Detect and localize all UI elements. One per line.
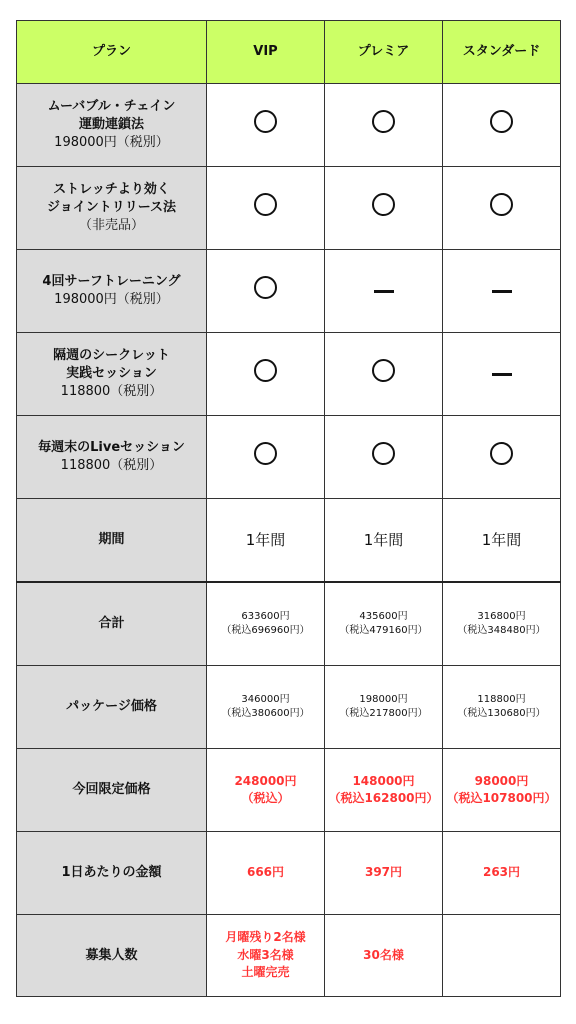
premier-limited — [325, 749, 443, 832]
tax-line: （税込380600円） — [221, 708, 310, 719]
premier-per-day: 397円 — [325, 832, 443, 915]
header-premier: プレミア — [325, 21, 443, 84]
standard-package — [443, 666, 561, 749]
vip-cell — [207, 167, 325, 250]
tax-line: （税込479160円） — [339, 625, 428, 636]
feature-price: 198000円（税別） — [54, 134, 169, 150]
limited-label: 今回限定価格 — [17, 749, 207, 832]
recruit-line: 水曜3名様 — [237, 947, 294, 962]
vip-cell — [207, 333, 325, 416]
vip-cell — [207, 250, 325, 333]
period-label: 期間 — [17, 499, 207, 583]
premier-cell — [325, 333, 443, 416]
circle-mark-icon — [254, 276, 277, 299]
feature-label — [17, 250, 207, 333]
circle-mark-icon — [254, 359, 277, 382]
price-line: 148000円 — [352, 773, 415, 788]
standard-cell — [443, 416, 561, 499]
price-line: 346000円 — [241, 693, 290, 705]
vip-cell — [207, 84, 325, 167]
premier-cell — [325, 167, 443, 250]
price-line: 98000円 — [474, 773, 529, 788]
vip-per-day: 666円 — [207, 832, 325, 915]
premier-cell — [325, 84, 443, 167]
premier-total — [325, 582, 443, 666]
recruit-line: 月曜残り2名様 — [225, 930, 306, 945]
recruit-row — [17, 915, 561, 997]
feature-price: 118800（税別） — [60, 458, 163, 473]
feature-row — [17, 167, 561, 250]
header-row — [17, 21, 561, 84]
feature-title-line: 実践セッション — [66, 366, 157, 382]
feature-label — [17, 333, 207, 416]
feature-title-line: 隔週のシークレット — [53, 348, 170, 364]
period-row — [17, 499, 561, 583]
tax-line: （税込217800円） — [339, 708, 428, 719]
circle-mark-icon — [254, 442, 277, 465]
feature-row — [17, 416, 561, 499]
standard-cell — [443, 167, 561, 250]
feature-title-line: ストレッチより効く — [53, 182, 170, 198]
standard-period: 1年間 — [443, 499, 561, 583]
circle-mark-icon — [372, 110, 395, 133]
dash-mark-icon — [492, 373, 512, 376]
total-label: 合計 — [17, 582, 207, 666]
vip-cell — [207, 416, 325, 499]
header-plan: プラン — [17, 21, 207, 84]
standard-per-day: 263円 — [443, 832, 561, 915]
circle-mark-icon — [490, 193, 513, 216]
circle-mark-icon — [372, 193, 395, 216]
price-line: 248000円 — [234, 773, 297, 788]
per-day-row — [17, 832, 561, 915]
dash-mark-icon — [492, 290, 512, 293]
tax-line: （税込） — [241, 791, 290, 805]
recruit-line: 30名様 — [363, 947, 404, 962]
standard-recruit — [443, 915, 561, 997]
tax-line: （税込130680円） — [457, 708, 546, 719]
circle-mark-icon — [490, 110, 513, 133]
recruit-label: 募集人数 — [17, 915, 207, 997]
package-row — [17, 666, 561, 749]
price-line: 198000円 — [359, 693, 408, 705]
feature-title-line: 毎週末のLiveセッション — [38, 440, 185, 456]
price-line: 118800円 — [477, 693, 526, 705]
vip-recruit — [207, 915, 325, 997]
standard-limited — [443, 749, 561, 832]
feature-price: 118800（税別） — [60, 383, 163, 399]
feature-row — [17, 84, 561, 167]
vip-package — [207, 666, 325, 749]
feature-row — [17, 333, 561, 416]
feature-title-line: ムーバブル・チェイン — [47, 99, 176, 115]
dash-mark-icon — [374, 290, 394, 293]
price-line: 633600円 — [241, 610, 290, 622]
recruit-line: 土曜完売 — [241, 965, 290, 980]
plan-comparison-table — [16, 20, 561, 997]
feature-title-line: ジョイントリリース法 — [46, 200, 177, 216]
limited-price-row — [17, 749, 561, 832]
circle-mark-icon — [372, 359, 395, 382]
circle-mark-icon — [372, 442, 395, 465]
premier-recruit — [325, 915, 443, 997]
package-label: パッケージ価格 — [17, 666, 207, 749]
header-standard: スタンダード — [443, 21, 561, 84]
feature-label — [17, 167, 207, 250]
standard-total — [443, 582, 561, 666]
premier-period: 1年間 — [325, 499, 443, 583]
premier-package — [325, 666, 443, 749]
circle-mark-icon — [254, 193, 277, 216]
feature-label — [17, 84, 207, 167]
feature-title-line: 4回サーフトレーニング — [42, 274, 181, 290]
standard-cell — [443, 250, 561, 333]
tax-line: （税込107800円） — [446, 791, 557, 805]
circle-mark-icon — [254, 110, 277, 133]
feature-price: 198000円（税別） — [54, 292, 169, 307]
per-day-label: 1日あたりの金額 — [17, 832, 207, 915]
header-vip: VIP — [207, 21, 325, 84]
feature-label — [17, 416, 207, 499]
vip-total — [207, 582, 325, 666]
vip-period: 1年間 — [207, 499, 325, 583]
premier-cell — [325, 250, 443, 333]
feature-price: （非売品） — [78, 217, 144, 233]
feature-title-line: 運動連鎖法 — [78, 117, 144, 133]
premier-cell — [325, 416, 443, 499]
circle-mark-icon — [490, 442, 513, 465]
tax-line: （税込696960円） — [221, 625, 310, 636]
feature-row — [17, 250, 561, 333]
total-row — [17, 582, 561, 666]
standard-cell — [443, 333, 561, 416]
standard-cell — [443, 84, 561, 167]
price-line: 316800円 — [477, 610, 526, 622]
vip-limited — [207, 749, 325, 832]
price-line: 435600円 — [359, 610, 408, 622]
tax-line: （税込162800円） — [328, 791, 439, 805]
tax-line: （税込348480円） — [457, 625, 546, 636]
